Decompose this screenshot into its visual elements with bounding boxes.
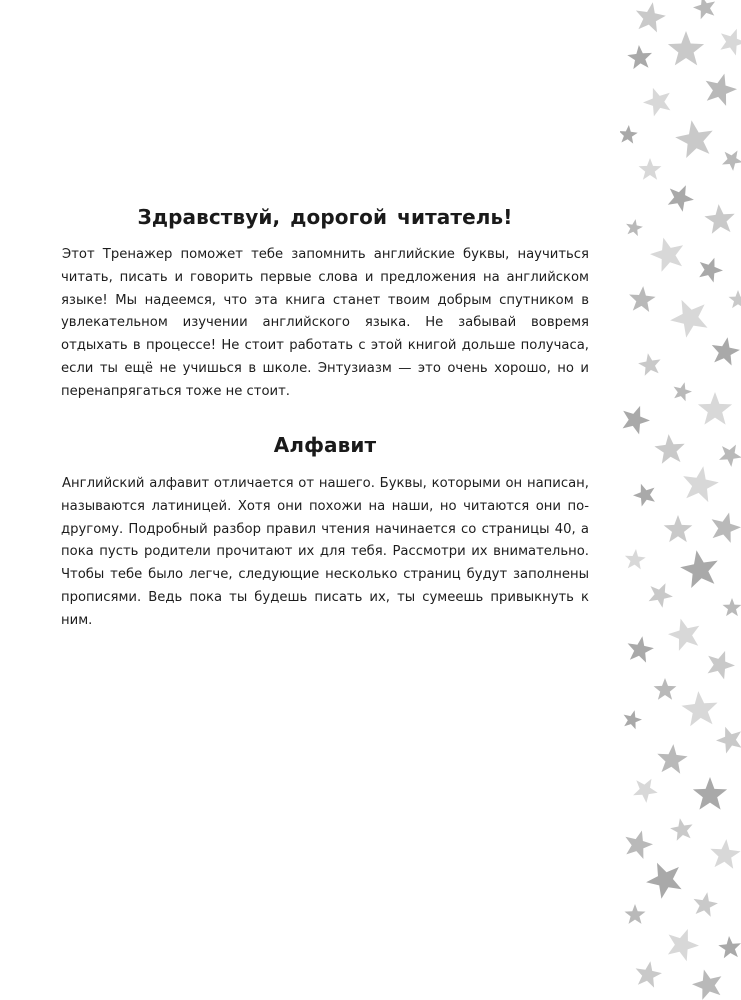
star-icon xyxy=(710,839,740,869)
alphabet-paragraph: Английский алфавит отличается от нашего. Буквы, которыми он написан, называются латиницей. Хотя они похожи на наши, но читаются они по-другому. Подробный разбор правил чтения начинается со страницы 40, а пока пусть родители прочитают их для тебя. Рассмотри их внимательно. Чтобы тебе было легче, следующие несколько страниц будут заполнены прописями. Ведь пока ты будешь писать их, ты сумеешь привыкнуть к ним. xyxy=(61,476,589,628)
star-icon xyxy=(670,818,693,841)
star-icon xyxy=(629,286,656,312)
star-icon xyxy=(664,515,693,542)
star-icon xyxy=(668,31,704,65)
star-icon xyxy=(693,777,727,810)
greeting-paragraph: Этот Тренажер поможет тебе запомнить английские буквы, научиться читать, писать и говорить первые слова и предложения на английском языке! Мы надеемся, что эта книга станет твоим добрым спутником в увлекательном изучении английского языка. Не забывай вовремя отдыхать в процессе! Не стоит работать с этой книгой дольше получаса, если ты ещё не учишься в школе. Энтузиазм — это очень хорошо, но и перенапрягаться тоже не стоит. xyxy=(61,247,589,399)
star-icon xyxy=(668,619,699,651)
star-icon xyxy=(624,710,642,729)
star-icon xyxy=(722,151,741,171)
star-icon xyxy=(682,691,718,726)
star-icon xyxy=(706,74,737,106)
star-icon xyxy=(620,125,638,144)
star-icon xyxy=(646,863,682,899)
star-icon xyxy=(718,936,741,958)
star-icon xyxy=(723,598,741,616)
star-icon xyxy=(719,445,741,467)
star-icon xyxy=(675,120,713,158)
star-icon xyxy=(639,158,662,180)
star-icon xyxy=(712,337,740,365)
star-border-decoration xyxy=(620,0,741,1000)
star-icon xyxy=(633,484,655,507)
stars-pattern xyxy=(620,0,741,1000)
star-icon xyxy=(683,466,719,502)
star-icon xyxy=(649,583,673,608)
star-icon xyxy=(668,929,699,961)
alphabet-title: Алфавит xyxy=(273,433,377,457)
star-icon xyxy=(692,970,721,1000)
star-icon xyxy=(625,904,646,924)
star-icon xyxy=(654,678,677,700)
star-icon xyxy=(708,651,735,680)
star-icon xyxy=(694,892,718,917)
star-icon xyxy=(668,185,694,211)
star-icon xyxy=(657,744,687,774)
star-icon xyxy=(636,2,666,32)
star-icon xyxy=(638,353,661,376)
star-icon xyxy=(625,549,646,569)
star-icon xyxy=(633,779,658,803)
greeting-title: Здравствуй, дорогой читатель! xyxy=(137,205,513,229)
star-icon xyxy=(636,961,662,987)
star-icon xyxy=(720,29,741,56)
star-icon xyxy=(625,831,653,860)
star-icon xyxy=(643,88,670,117)
star-icon xyxy=(650,238,683,272)
star-icon xyxy=(627,45,652,69)
star-icon xyxy=(674,382,692,401)
star-icon xyxy=(654,434,684,464)
star-icon xyxy=(698,392,732,425)
star-icon xyxy=(729,290,741,308)
star-icon xyxy=(628,636,654,662)
star-icon xyxy=(704,204,734,234)
star-icon xyxy=(623,406,650,435)
star-icon xyxy=(670,300,707,338)
star-icon xyxy=(680,550,718,588)
star-icon xyxy=(626,219,643,236)
star-icon xyxy=(699,258,723,283)
star-icon xyxy=(716,727,741,754)
star-icon xyxy=(712,513,741,543)
star-icon xyxy=(693,0,715,19)
